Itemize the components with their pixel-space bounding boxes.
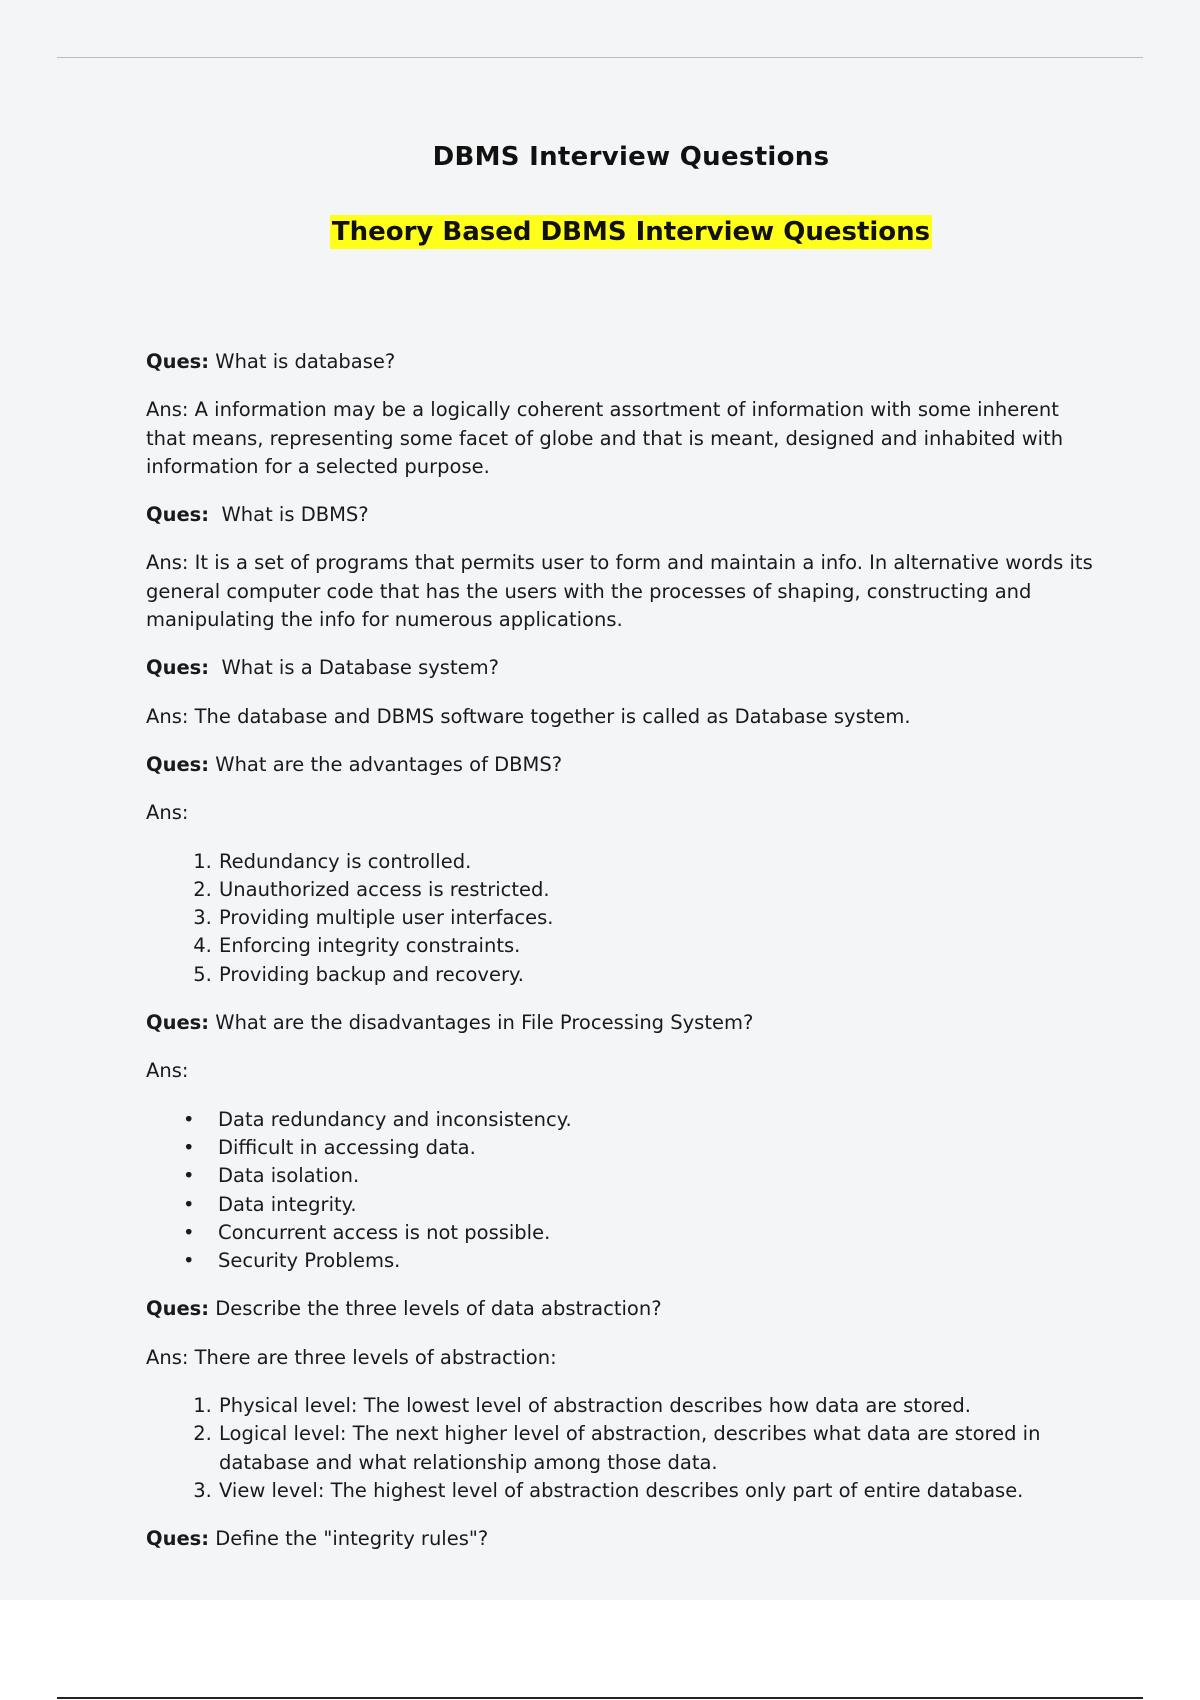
list-item: 5. Providing backup and recovery. xyxy=(218,961,1096,989)
list-item-text: Data isolation. xyxy=(218,1164,360,1188)
list-item-text: Concurrent access is not possible. xyxy=(218,1220,551,1244)
list-item xyxy=(183,1106,1096,1134)
document-title: DBMS Interview Questions xyxy=(432,142,830,172)
advantages-list xyxy=(146,848,1096,989)
question-label: Ques: xyxy=(146,1297,210,1321)
list-item xyxy=(183,1134,1096,1162)
question-text: What are the advantages of DBMS? xyxy=(215,752,563,776)
footer-divider xyxy=(57,1697,1143,1699)
list-item: 4. Enforcing integrity constraints. xyxy=(218,932,1096,960)
list-item-text: Data redundancy and inconsistency. xyxy=(218,1107,572,1131)
question-text: What is database? xyxy=(215,350,396,373)
abstraction-levels-list xyxy=(146,1392,1096,1505)
question-label: Ques: xyxy=(146,656,210,680)
list-item-text: Security Problems. xyxy=(218,1249,401,1273)
answer-3: Ans: The database and DBMS software together is called as Database system. xyxy=(146,704,911,728)
question-text: What is DBMS? xyxy=(215,503,369,527)
list-item xyxy=(183,1219,1096,1247)
list-item: 1. Redundancy is controlled. xyxy=(218,848,1096,876)
bullet-icon: • xyxy=(183,1220,195,1244)
question-2 xyxy=(146,501,1096,529)
answer-2: Ans: It is a set of programs that permits user to form and maintain a info. In alternative words its general computer code that has the users with the processes of shaping, constructing and manipulating the info for numerous applications. xyxy=(146,551,1093,632)
list-item: 2. Logical level: The next higher level of abstraction, describes what data are stored in database and what relationship among those data. xyxy=(218,1420,1096,1477)
list-item xyxy=(183,1191,1096,1219)
answer-1: Ans: A information may be a logically coherent assortment of information with some inherent that means, representing some facet of globe and that is meant, designed and inhabited with information for a selected purpose. xyxy=(146,398,1064,478)
answer-6: Ans: There are three levels of abstraction: xyxy=(146,1345,557,1369)
question-5 xyxy=(146,1009,1096,1037)
list-item: 2. Unauthorized access is restricted. xyxy=(218,876,1096,904)
question-label: Ques: xyxy=(146,1011,210,1035)
answer-5: Ans: xyxy=(146,1059,189,1083)
bullet-icon: • xyxy=(183,1164,195,1188)
list-item: 3. Providing multiple user interfaces. xyxy=(218,904,1096,932)
question-4 xyxy=(146,751,1096,779)
header-divider xyxy=(57,57,1143,58)
list-item: 3. View level: The highest level of abstraction describes only part of entire database. xyxy=(218,1477,1096,1505)
question-text: What is a Database system? xyxy=(215,656,499,680)
disadvantages-list xyxy=(146,1106,1096,1276)
list-item xyxy=(183,1162,1096,1190)
bullet-icon: • xyxy=(183,1192,195,1216)
question-text: Define the "integrity rules"? xyxy=(215,1527,489,1551)
list-item: 1. Physical level: The lowest level of abstraction describes how data are stored. xyxy=(218,1392,1096,1420)
question-label: Ques: xyxy=(146,752,210,776)
subtitle-container xyxy=(0,215,1200,249)
question-text: Describe the three levels of data abstraction? xyxy=(215,1297,662,1321)
question-7 xyxy=(146,1525,1096,1553)
bullet-icon: • xyxy=(183,1107,195,1131)
list-item xyxy=(183,1247,1096,1275)
list-item-text: Difficult in accessing data. xyxy=(218,1135,476,1159)
list-item-text: Data integrity. xyxy=(218,1192,357,1216)
question-label: Ques: xyxy=(146,503,210,527)
highlighted-subtitle: Theory Based DBMS Interview Questions xyxy=(331,217,931,247)
bullet-icon: • xyxy=(183,1135,195,1159)
question-1 xyxy=(146,348,1096,376)
question-6 xyxy=(146,1295,1096,1323)
question-3 xyxy=(146,654,1096,682)
qa-content xyxy=(146,348,1096,1574)
bullet-icon: • xyxy=(183,1249,195,1273)
question-label: Ques: xyxy=(146,1527,210,1551)
answer-4: Ans: xyxy=(146,801,189,825)
question-label: Ques: xyxy=(146,350,210,373)
question-text: What are the disadvantages in File Processing System? xyxy=(215,1011,754,1035)
